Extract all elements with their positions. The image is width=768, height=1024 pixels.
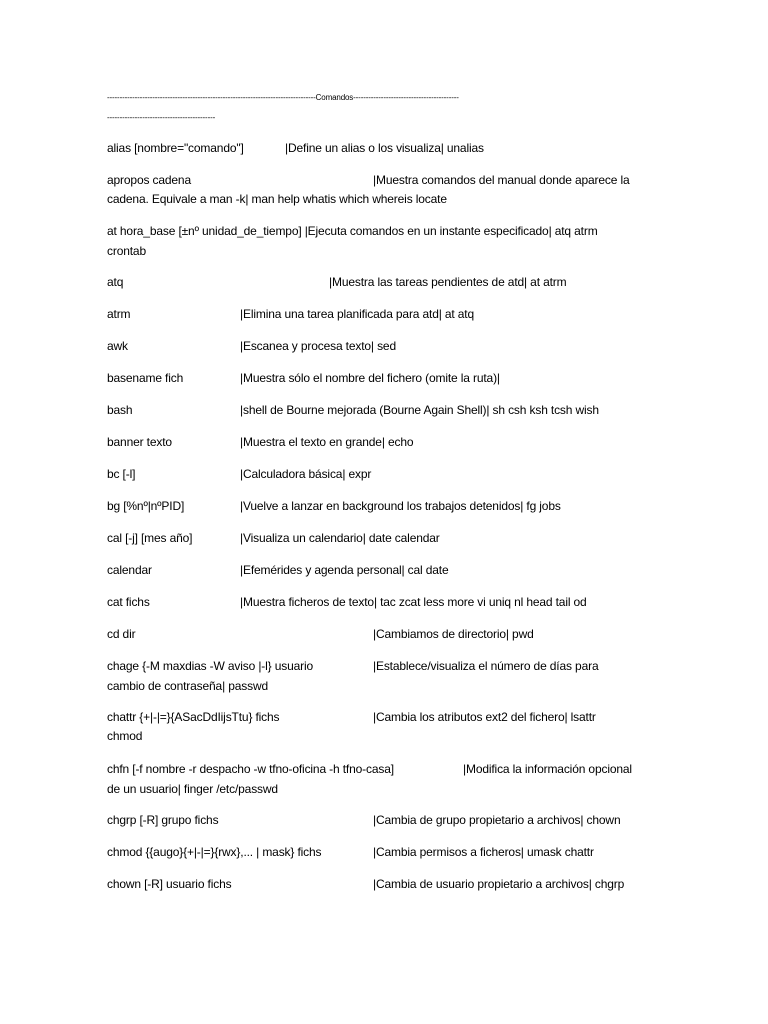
description-awk: |Escanea y procesa texto| sed (240, 339, 396, 353)
command-atq: atq (107, 275, 124, 289)
description-atrm: |Elimina una tarea planificada para atd| at atq (240, 307, 475, 321)
description-bash: |shell de Bourne mejorada (Bourne Again Shell)| sh csh ksh tcsh wish (240, 403, 599, 417)
description-chfn: |Modifica la información opcional (463, 762, 632, 776)
description-chfn-continued: de un usuario| finger /etc/passwd (107, 782, 278, 796)
description-chown: |Cambia de usuario propietario a archivos| chgrp (373, 877, 625, 891)
description-banner: |Muestra el texto en grande| echo (240, 435, 414, 449)
command-basename: basename fich (107, 371, 184, 385)
command-cal: cal [-j] [mes año] (107, 531, 193, 545)
description-apropos: |Muestra comandos del manual donde aparece la (373, 173, 630, 187)
description-apropos-continued: cadena. Equivale a man -k| man help whatis which whereis locate (107, 192, 447, 206)
command-chattr: chattr {+|-|=}{ASacDdIijsTtu} fichs (107, 710, 280, 724)
description-at-continued: crontab (107, 244, 146, 258)
description-calendar: |Efemérides y agenda personal| cal date (240, 563, 449, 577)
command-cd: cd dir (107, 627, 136, 641)
header-separator-continued: ------------------------------------------- (107, 113, 216, 122)
description-chattr: |Cambia los atributos ext2 del fichero| lsattr (373, 710, 596, 724)
command-at: at hora_base [±nº unidad_de_tiempo] |Ejecuta comandos en un instante especificado| atq atrm (107, 224, 598, 238)
command-chfn: chfn [-f nombre -r despacho -w tfno-oficina -h tfno-casa] (107, 762, 394, 776)
command-atrm: atrm (107, 307, 131, 321)
command-cat: cat fichs (107, 595, 150, 609)
command-awk: awk (107, 339, 128, 353)
description-bg: |Vuelve a lanzar en background los trabajos detenidos| fg jobs (240, 499, 561, 513)
description-chattr-continued: chmod (107, 729, 143, 743)
description-basename: |Muestra sólo el nombre del fichero (omite la ruta)| (240, 371, 500, 385)
command-chown: chown [-R] usuario fichs (107, 877, 232, 891)
description-bc: |Calculadora básica| expr (240, 467, 372, 481)
command-chage: chage {-M maxdias -W aviso |-l} usuario (107, 659, 314, 673)
description-chage-continued: cambio de contraseña| passwd (107, 679, 269, 693)
description-alias: |Define un alias o los visualiza| unalias (285, 141, 484, 155)
description-atq: |Muestra las tareas pendientes de atd| at atrm (329, 275, 567, 289)
description-chgrp: |Cambia de grupo propietario a archivos| chown (373, 813, 621, 827)
description-chage: |Establece/visualiza el número de días para (373, 659, 599, 673)
command-alias: alias [nombre="comando"] (107, 141, 244, 155)
description-cd: |Cambiamos de directorio| pwd (373, 627, 534, 641)
description-chmod: |Cambia permisos a ficheros| umask chattr (373, 845, 594, 859)
command-bg: bg [%nº|nºPID] (107, 499, 185, 513)
description-cal: |Visualiza un calendario| date calendar (240, 531, 440, 545)
command-banner: banner texto (107, 435, 172, 449)
header-separator: -----------------------------------------------------------------------------------Comandos------------------------------------------ (107, 93, 459, 102)
command-chgrp: chgrp [-R] grupo fichs (107, 813, 219, 827)
command-calendar: calendar (107, 563, 152, 577)
command-apropos: apropos cadena (107, 173, 191, 187)
description-cat: |Muestra ficheros de texto| tac zcat less more vi uniq nl head tail od (240, 595, 587, 609)
command-bash: bash (107, 403, 133, 417)
command-bc: bc [-l] (107, 467, 136, 481)
command-chmod: chmod {{augo}{+|-|=}{rwx},... | mask} fichs (107, 845, 322, 859)
